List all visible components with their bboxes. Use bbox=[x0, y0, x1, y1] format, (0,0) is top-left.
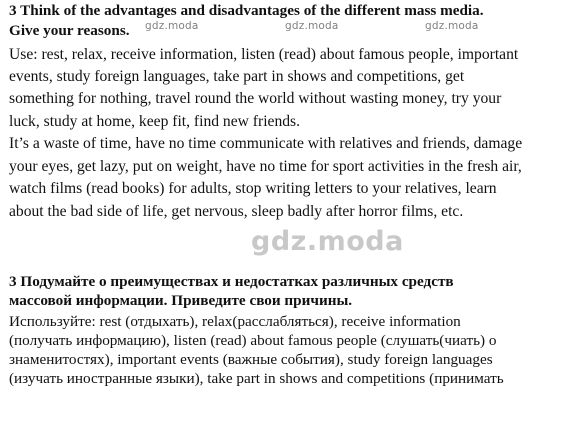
russian-body-line: (изучать иностранные языки), take part in shows and competitions (принимать bbox=[9, 370, 504, 387]
russian-heading-line-2: массовой информации. Приведите свои причины. bbox=[9, 292, 353, 309]
english-body-line: watch films (read books) for adults, stop writing letters to your relatives, learn bbox=[9, 180, 497, 197]
english-body-line: your eyes, get lazy, put on weight, have no time for sport activities in the fresh air, bbox=[9, 158, 522, 175]
english-heading-line-2: Give your reasons. bbox=[9, 22, 130, 39]
english-body-line: luck, study at home, keep fit, find new friends. bbox=[9, 113, 301, 130]
english-heading-line-1: 3 Think of the advantages and disadvantages of the different mass media. bbox=[9, 2, 484, 19]
watermark-text: gdz.moda bbox=[425, 20, 479, 32]
russian-body-line: Используйте: rest (отдыхать), relax(расслабляться), receive information bbox=[9, 313, 461, 330]
watermark-text: gdz.moda bbox=[285, 20, 339, 32]
english-body-line: Use: rest, relax, receive information, listen (read) about famous people, important bbox=[9, 46, 519, 63]
english-body-line: something for nothing, travel round the world without wasting money, try your bbox=[9, 90, 502, 107]
russian-heading-line-1: 3 Подумайте о преимуществах и недостатках различных средств bbox=[9, 273, 454, 290]
russian-body-line: знаменитостях), important events (важные события), study foreign languages bbox=[9, 351, 493, 368]
watermark-text: gdz.moda bbox=[145, 20, 199, 32]
watermark-logo: gdz.moda bbox=[251, 226, 404, 257]
english-body-line: about the bad side of life, get nervous, sleep badly after horror films, etc. bbox=[9, 203, 464, 220]
russian-body-line: (получать информацию), listen (read) about famous people (слушать(чиать) о bbox=[9, 332, 497, 349]
english-body-line: events, study foreign languages, take part in shows and competitions, get bbox=[9, 68, 465, 85]
english-body-line: It’s a waste of time, have no time communicate with relatives and friends, damage bbox=[9, 135, 523, 152]
